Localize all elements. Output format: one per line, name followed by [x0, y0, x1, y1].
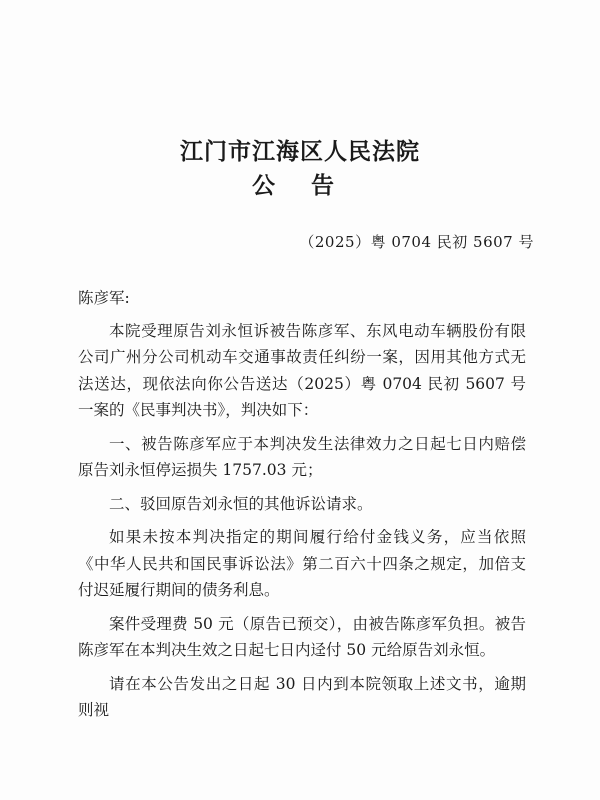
paragraph-court-fee: 案件受理费 50 元（原告已预交），由被告陈彦军负担。被告陈彦军在本判决生效之日起七日内迳付 50 元给原告刘永恒。 [78, 614, 526, 659]
announcement-body [78, 285, 526, 731]
paragraph-late-payment: 如果未按本判决指定的期间履行给付金钱义务，应当依照《中华人民共和国民事诉讼法》第二百六十四条之规定，加倍支付迟延履行期间的债务利息。 [78, 528, 526, 599]
paragraph-collection-notice: 请在本公告发出之日起 30 日内到本院领取上述文书，逾期则视 [78, 674, 526, 719]
document-title: 公 告 [251, 172, 348, 199]
paragraph-judgment-item-2: 二、驳回原告刘永恒的其他诉讼请求。 [109, 494, 373, 513]
paragraph-case-intro: 本院受理原告刘永恒诉被告陈彦军、东风电动车辆股份有限公司广州分公司机动车交通事故责任纠纷一案，因用其他方式无法送达，现依法向你公告送达（2025）粤 0704 民初 5607 号一案的《民事判决书》，判决如下： [78, 321, 526, 419]
addressee: 陈彦军: [78, 289, 130, 307]
paragraph-judgment-item-1: 一、被告陈彦军应于本判决发生法律效力之日起七日内赔偿原告刘永恒停运损失 1757.03 元； [78, 434, 526, 479]
court-name: 江门市江海区人民法院 [180, 138, 420, 165]
case-number: （2025）粤 0704 民初 5607 号 [299, 233, 534, 251]
